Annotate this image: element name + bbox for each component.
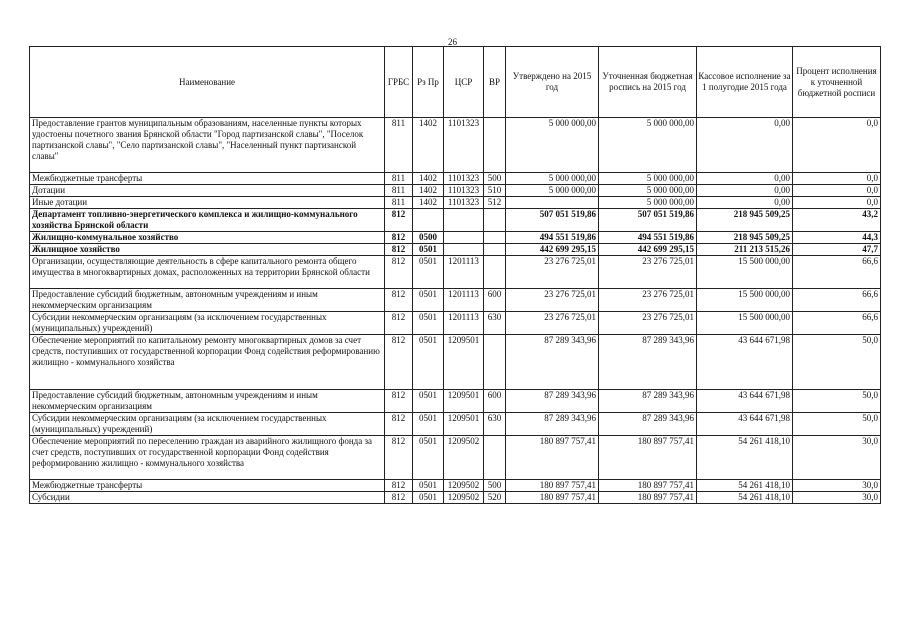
row-vr: 630: [484, 413, 506, 436]
row-csr: 1101323: [444, 118, 484, 173]
row-grbs: 812: [385, 492, 413, 504]
row-cash: 218 945 509,25: [697, 209, 793, 232]
row-vr: [484, 335, 506, 390]
row-vr: [484, 244, 506, 256]
row-percent: 50,0: [793, 413, 881, 436]
row-percent: 0,0: [793, 173, 881, 185]
table-row: [30, 118, 881, 173]
row-name: Дотации: [30, 185, 385, 197]
row-percent: 0,0: [793, 118, 881, 173]
row-csr: 1201113: [444, 256, 484, 289]
row-name: Межбюджетные трансферты: [30, 480, 385, 492]
row-cash: 43 644 671,98: [697, 335, 793, 390]
row-rzpr: 0501: [413, 413, 444, 436]
row-name: Жилищно-коммунальное хозяйство: [30, 232, 385, 244]
header-grbs: ГРБС: [385, 47, 413, 118]
header-vr: ВР: [484, 47, 506, 118]
table-row: [30, 209, 881, 232]
row-approved: 180 897 757,41: [506, 480, 599, 492]
row-vr: 630: [484, 312, 506, 335]
table-row: [30, 335, 881, 390]
row-csr: 1201113: [444, 312, 484, 335]
row-csr: 1209502: [444, 480, 484, 492]
row-name: Департамент топливно-энергетического комплекса и жилищно-коммунального хозяйства Брянской области: [30, 209, 385, 232]
header-rzpr: Рз Пр: [413, 47, 444, 118]
row-percent: 30,0: [793, 480, 881, 492]
row-vr: 510: [484, 185, 506, 197]
row-cash: 0,00: [697, 173, 793, 185]
row-approved: 442 699 295,15: [506, 244, 599, 256]
table-row: [30, 390, 881, 413]
row-approved: 494 551 519,86: [506, 232, 599, 244]
row-grbs: 812: [385, 480, 413, 492]
row-rzpr: [413, 209, 444, 232]
row-cash: 43 644 671,98: [697, 413, 793, 436]
row-grbs: 812: [385, 209, 413, 232]
row-approved: 5 000 000,00: [506, 185, 599, 197]
row-grbs: 812: [385, 289, 413, 312]
row-cash: 218 945 509,25: [697, 232, 793, 244]
row-percent: 66,6: [793, 312, 881, 335]
row-name: Иные дотации: [30, 197, 385, 209]
row-vr: 520: [484, 492, 506, 504]
row-name: Предоставление субсидий бюджетным, автономным учреждениям и иным некоммерческим организациям: [30, 390, 385, 413]
header-csr: ЦСР: [444, 47, 484, 118]
row-cash: 211 213 515,26: [697, 244, 793, 256]
row-grbs: 812: [385, 390, 413, 413]
table-row: [30, 256, 881, 289]
row-revised: 5 000 000,00: [599, 118, 697, 173]
row-revised: 87 289 343,96: [599, 390, 697, 413]
row-vr: [484, 232, 506, 244]
row-grbs: 811: [385, 185, 413, 197]
row-name: Обеспечение мероприятий по капитальному ремонту многоквартирных домов за счет средств, поступивших от государственной корпорации Фонд содействия реформированию жилищно - коммунального хозяйства: [30, 335, 385, 390]
row-rzpr: 1402: [413, 118, 444, 173]
table-row: [30, 173, 881, 185]
row-revised: 442 699 295,15: [599, 244, 697, 256]
row-csr: 1101323: [444, 173, 484, 185]
row-rzpr: 0501: [413, 390, 444, 413]
row-revised: 5 000 000,00: [599, 173, 697, 185]
row-grbs: 812: [385, 436, 413, 480]
row-revised: 5 000 000,00: [599, 185, 697, 197]
row-csr: [444, 232, 484, 244]
row-revised: 507 051 519,86: [599, 209, 697, 232]
row-rzpr: 1402: [413, 173, 444, 185]
row-approved: 180 897 757,41: [506, 436, 599, 480]
row-cash: 54 261 418,10: [697, 492, 793, 504]
row-approved: 87 289 343,96: [506, 390, 599, 413]
row-vr: [484, 118, 506, 173]
table-row: [30, 312, 881, 335]
row-approved: 23 276 725,01: [506, 289, 599, 312]
row-csr: [444, 244, 484, 256]
row-approved: 5 000 000,00: [506, 118, 599, 173]
row-rzpr: 0501: [413, 244, 444, 256]
row-revised: 180 897 757,41: [599, 492, 697, 504]
header-percent: Процент исполнения к уточненной бюджетной росписи: [793, 47, 881, 118]
row-percent: 44,3: [793, 232, 881, 244]
row-cash: 15 500 000,00: [697, 289, 793, 312]
row-rzpr: 0500: [413, 232, 444, 244]
row-approved: [506, 197, 599, 209]
row-vr: 500: [484, 480, 506, 492]
row-csr: [444, 209, 484, 232]
row-grbs: 812: [385, 335, 413, 390]
table-row: [30, 436, 881, 480]
row-rzpr: 0501: [413, 289, 444, 312]
row-cash: 0,00: [697, 197, 793, 209]
row-cash: 0,00: [697, 118, 793, 173]
row-percent: 66,6: [793, 256, 881, 289]
row-percent: 0,0: [793, 185, 881, 197]
row-grbs: 811: [385, 197, 413, 209]
row-revised: 5 000 000,00: [599, 197, 697, 209]
table-row: [30, 244, 881, 256]
table-header-row: [30, 47, 881, 118]
row-rzpr: 0501: [413, 492, 444, 504]
header-approved: Утверждено на 2015 год: [506, 47, 599, 118]
row-grbs: 811: [385, 118, 413, 173]
row-vr: 600: [484, 390, 506, 413]
row-rzpr: 0501: [413, 312, 444, 335]
row-name: Субсидии: [30, 492, 385, 504]
row-grbs: 811: [385, 173, 413, 185]
row-csr: 1209502: [444, 436, 484, 480]
row-revised: 180 897 757,41: [599, 436, 697, 480]
row-csr: 1201113: [444, 289, 484, 312]
row-vr: [484, 256, 506, 289]
row-cash: 0,00: [697, 185, 793, 197]
row-percent: 66,6: [793, 289, 881, 312]
table-row: [30, 185, 881, 197]
row-csr: 1209501: [444, 390, 484, 413]
row-cash: 15 500 000,00: [697, 256, 793, 289]
row-name: Жилищное хозяйство: [30, 244, 385, 256]
page-number: 26: [448, 37, 457, 47]
row-percent: 50,0: [793, 390, 881, 413]
table-row: [30, 480, 881, 492]
row-csr: 1101323: [444, 197, 484, 209]
table-row: [30, 492, 881, 504]
row-vr: [484, 436, 506, 480]
row-cash: 54 261 418,10: [697, 436, 793, 480]
header-revised: Уточненная бюджетная роспись на 2015 год: [599, 47, 697, 118]
row-cash: 43 644 671,98: [697, 390, 793, 413]
row-approved: 23 276 725,01: [506, 312, 599, 335]
row-vr: [484, 209, 506, 232]
row-grbs: 812: [385, 232, 413, 244]
row-csr: 1209501: [444, 335, 484, 390]
table-row: [30, 289, 881, 312]
row-csr: 1101323: [444, 185, 484, 197]
row-name: Субсидии некоммерческим организациям (за исключением государственных (муниципальных) учреждений): [30, 312, 385, 335]
row-percent: 30,0: [793, 436, 881, 480]
row-name: Межбюджетные трансферты: [30, 173, 385, 185]
row-name: Организации, осуществляющие деятельность в сфере капитального ремонта общего имущества в многоквартирных домах, расположенных на территории Брянской области: [30, 256, 385, 289]
row-approved: 23 276 725,01: [506, 256, 599, 289]
row-percent: 43,2: [793, 209, 881, 232]
row-revised: 180 897 757,41: [599, 480, 697, 492]
row-percent: 50,0: [793, 335, 881, 390]
budget-table: [29, 46, 881, 504]
row-approved: 87 289 343,96: [506, 335, 599, 390]
row-approved: 507 051 519,86: [506, 209, 599, 232]
table-row: [30, 413, 881, 436]
row-vr: 600: [484, 289, 506, 312]
row-revised: 87 289 343,96: [599, 413, 697, 436]
table-body: [30, 118, 881, 504]
row-rzpr: 0501: [413, 480, 444, 492]
row-name: Обеспечение мероприятий по переселению граждан из аварийного жилищного фонда за счет средств, поступивших от государственной корпорации Фонд содействия реформированию жилищно - коммунального хозяйства: [30, 436, 385, 480]
row-grbs: 812: [385, 413, 413, 436]
row-csr: 1209502: [444, 492, 484, 504]
row-grbs: 812: [385, 312, 413, 335]
row-cash: 15 500 000,00: [697, 312, 793, 335]
row-percent: 0,0: [793, 197, 881, 209]
row-rzpr: 1402: [413, 185, 444, 197]
row-rzpr: 0501: [413, 335, 444, 390]
row-revised: 23 276 725,01: [599, 256, 697, 289]
row-revised: 494 551 519,86: [599, 232, 697, 244]
row-revised: 87 289 343,96: [599, 335, 697, 390]
row-cash: 54 261 418,10: [697, 480, 793, 492]
row-grbs: 812: [385, 256, 413, 289]
row-name: Предоставление субсидий бюджетным, автономным учреждениям и иным некоммерческим организациям: [30, 289, 385, 312]
table-row: [30, 197, 881, 209]
header-name: Наименование: [30, 47, 385, 118]
row-vr: 512: [484, 197, 506, 209]
row-approved: 5 000 000,00: [506, 173, 599, 185]
row-vr: 500: [484, 173, 506, 185]
row-name: Субсидии некоммерческим организациям (за исключением государственных (муниципальных) учреждений): [30, 413, 385, 436]
table-row: [30, 232, 881, 244]
row-name: Предоставление грантов муниципальным образованиям, населенные пункты которых удостоены почетного звания Брянской области "Город партизанской славы", "Поселок партизанской славы", "Село партизанской славы", "Населенный пункт партизанской славы": [30, 118, 385, 173]
row-percent: 30,0: [793, 492, 881, 504]
row-percent: 47,7: [793, 244, 881, 256]
row-revised: 23 276 725,01: [599, 312, 697, 335]
row-approved: 87 289 343,96: [506, 413, 599, 436]
row-revised: 23 276 725,01: [599, 289, 697, 312]
row-rzpr: 0501: [413, 256, 444, 289]
header-cash: Кассовое исполнение за 1 полугодие 2015 года: [697, 47, 793, 118]
row-grbs: 812: [385, 244, 413, 256]
row-csr: 1209501: [444, 413, 484, 436]
row-approved: 180 897 757,41: [506, 492, 599, 504]
row-rzpr: 0501: [413, 436, 444, 480]
row-rzpr: 1402: [413, 197, 444, 209]
